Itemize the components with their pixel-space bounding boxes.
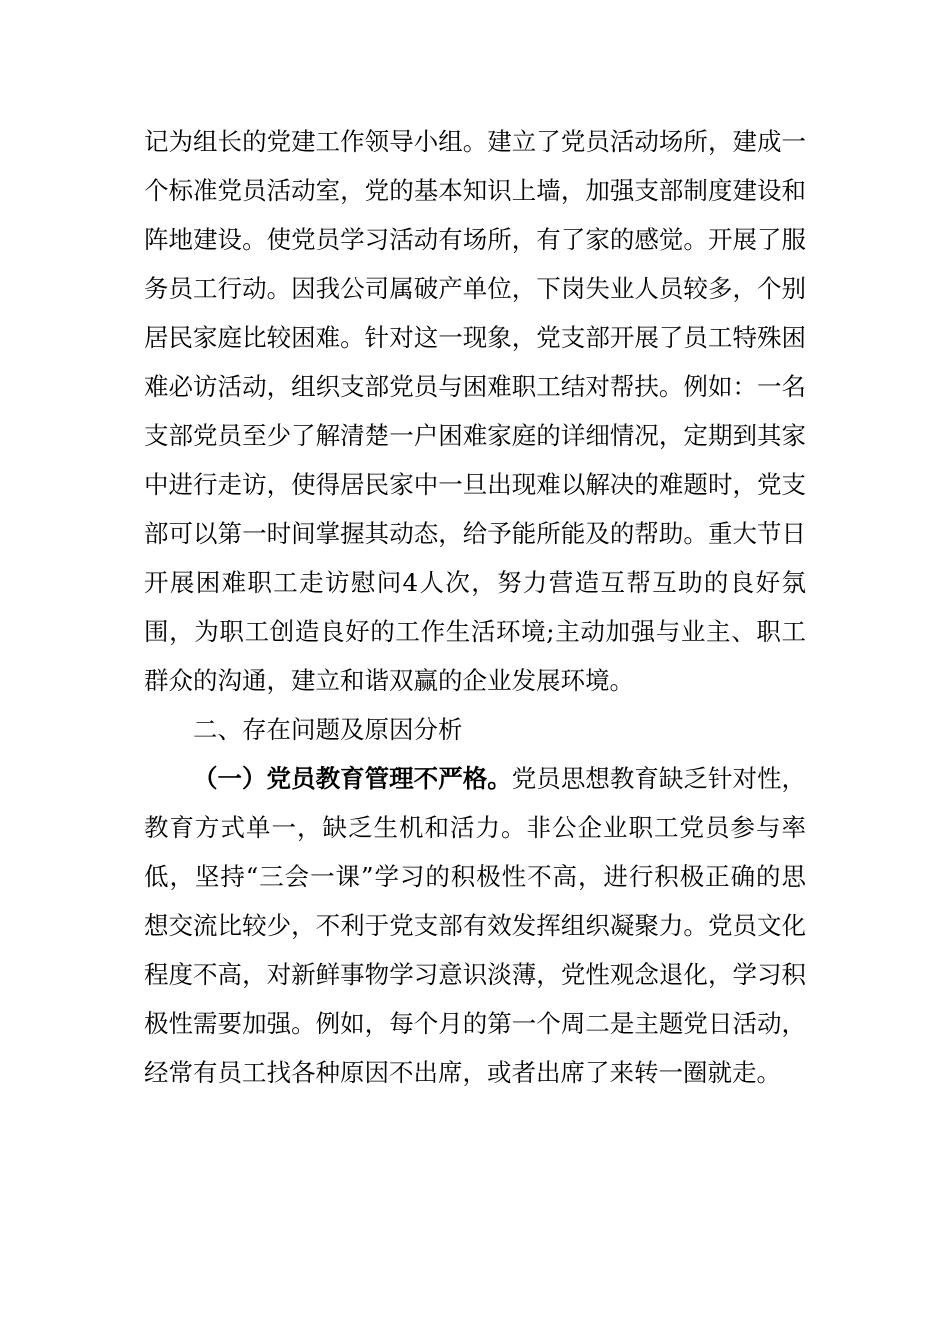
document-body (144, 117, 806, 1097)
body-paragraph-2 (144, 754, 806, 1097)
body-paragraph-1: 记为组长的党建工作领导小组。建立了党员活动场所，建成一个标准党员活动室，党的基本知识上墙，加强支部制度建设和阵地建设。使党员学习活动有场所，有了家的感觉。开展了服务员工行动。因我公司属破产单位，下岗失业人员较多，个别居民家庭比较困难。针对这一现象，党支部开展了员工特殊困难必访活动，组织支部党员与困难职工结对帮扶。例如：一名支部党员至少了解清楚一户困难家庭的详细情况，定期到其家中进行走访，使得居民家中一旦出现难以解决的难题时，党支部可以第一时间掌握其动态，给予能所能及的帮助。重大节日开展困难职工走访慰问4人次，努力营造互帮互助的良好氛围，为职工创造良好的工作生活环境;主动加强与业主、职工群众的沟通，建立和谐双赢的企业发展环境。 (144, 127, 806, 695)
subsection-text: 党员思想教育缺乏针对性，教育方式单一，缺乏生机和活力。非公企业职工党员参与率低，坚持“三会一课”学习的积极性不高，进行积极正确的思想交流比较少，不利于党支部有效发挥组织凝聚力。党员文化程度不高，对新鲜事物学习意识淡薄，党性观念退化，学习积极性需要加强。例如，每个月的第一个周二是主题党日活动，经常有员工找各种原因不出席，或者出席了来转一圈就走。 (144, 764, 807, 1087)
subsection-title: （一）党员教育管理不严格。 (193, 764, 512, 793)
section-heading: 二、存在问题及原因分析 (193, 715, 463, 744)
